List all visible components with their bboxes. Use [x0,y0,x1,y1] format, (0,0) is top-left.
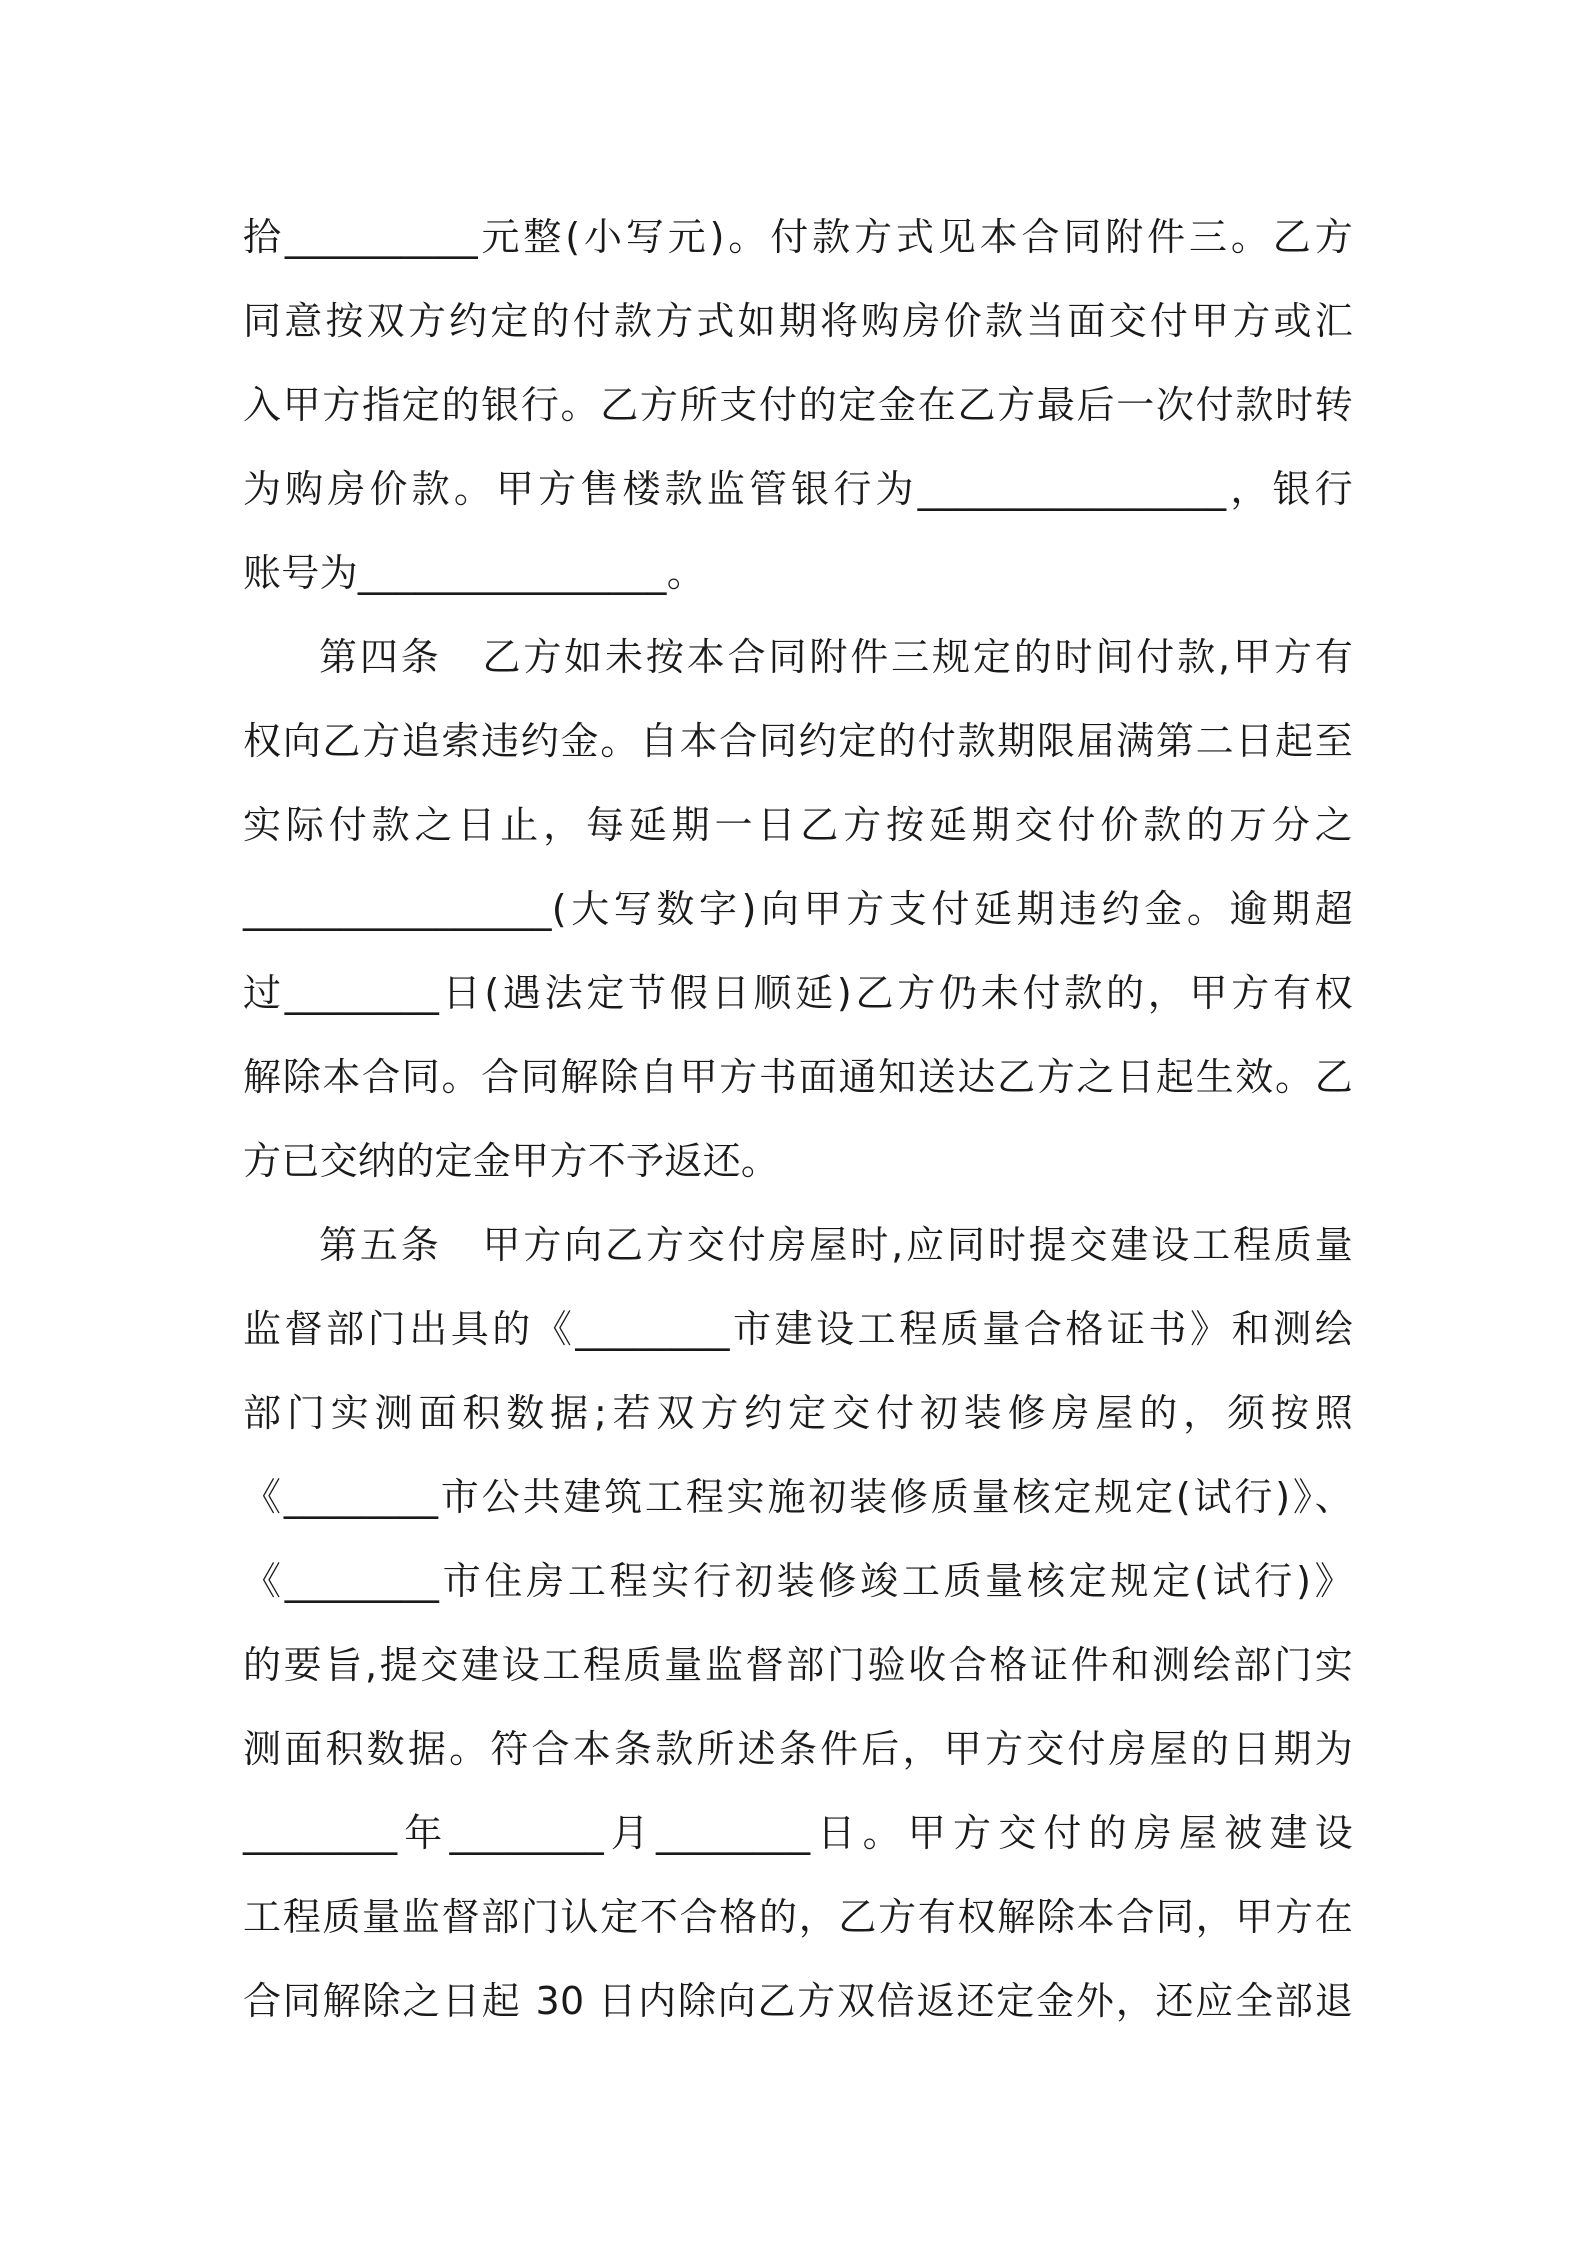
text-line: 《________市住房工程实行初装修竣工质量核定规定(试行)》 [243,1559,1353,1603]
text-line: 账号为________________。 [243,551,706,595]
text-line: 实际付款之日止，每延期一日乙方按延期交付价款的万分之 [243,803,1353,847]
text-line: 过________日(遇法定节假日顺延)乙方仍未付款的，甲方有权 [243,971,1353,1015]
text-line: 同意按双方约定的付款方式如期将购房价款当面交付甲方或汇 [243,299,1353,343]
text-line: 合同解除之日起 30 日内除向乙方双倍返还定金外，还应全部退 [243,1979,1353,2023]
text-line: 部门实测面积数据;若双方约定交付初装修房屋的，须按照 [243,1391,1353,1435]
text-line: 的要旨,提交建设工程质量监督部门验收合格证件和测绘部门实 [243,1643,1353,1687]
article-4-heading-line: 第四条 乙方如未按本合同附件三规定的时间付款,甲方有 [319,635,1353,679]
text-line: 测面积数据。符合本条款所述条件后，甲方交付房屋的日期为 [243,1727,1353,1771]
text-line: ________年________月________日。甲方交付的房屋被建设 [243,1811,1353,1855]
text-line: 工程质量监督部门认定不合格的，乙方有权解除本合同，甲方在 [243,1895,1353,1939]
text-line: 拾__________元整(小写元)。付款方式见本合同附件三。乙方 [243,215,1353,259]
contract-body [243,195,1353,2043]
article-5-heading-line: 第五条 甲方向乙方交付房屋时,应同时提交建设工程质量 [319,1223,1353,1267]
text-line: ________________(大写数字)向甲方支付延期违约金。逾期超 [243,887,1353,931]
text-line: 《________市公共建筑工程实施初装修质量核定规定(试行)》、 [243,1475,1353,1519]
text-line: 入甲方指定的银行。乙方所支付的定金在乙方最后一次付款时转 [243,383,1353,427]
text-line: 为购房价款。甲方售楼款监管银行为________________，银行 [243,467,1353,511]
text-line: 监督部门出具的《________市建设工程质量合格证书》和测绘 [243,1307,1353,1351]
text-line: 权向乙方追索违约金。自本合同约定的付款期限届满第二日起至 [243,719,1353,763]
text-line: 方已交纳的定金甲方不予返还。 [243,1139,780,1183]
text-line: 解除本合同。合同解除自甲方书面通知送达乙方之日起生效。乙 [243,1055,1353,1099]
